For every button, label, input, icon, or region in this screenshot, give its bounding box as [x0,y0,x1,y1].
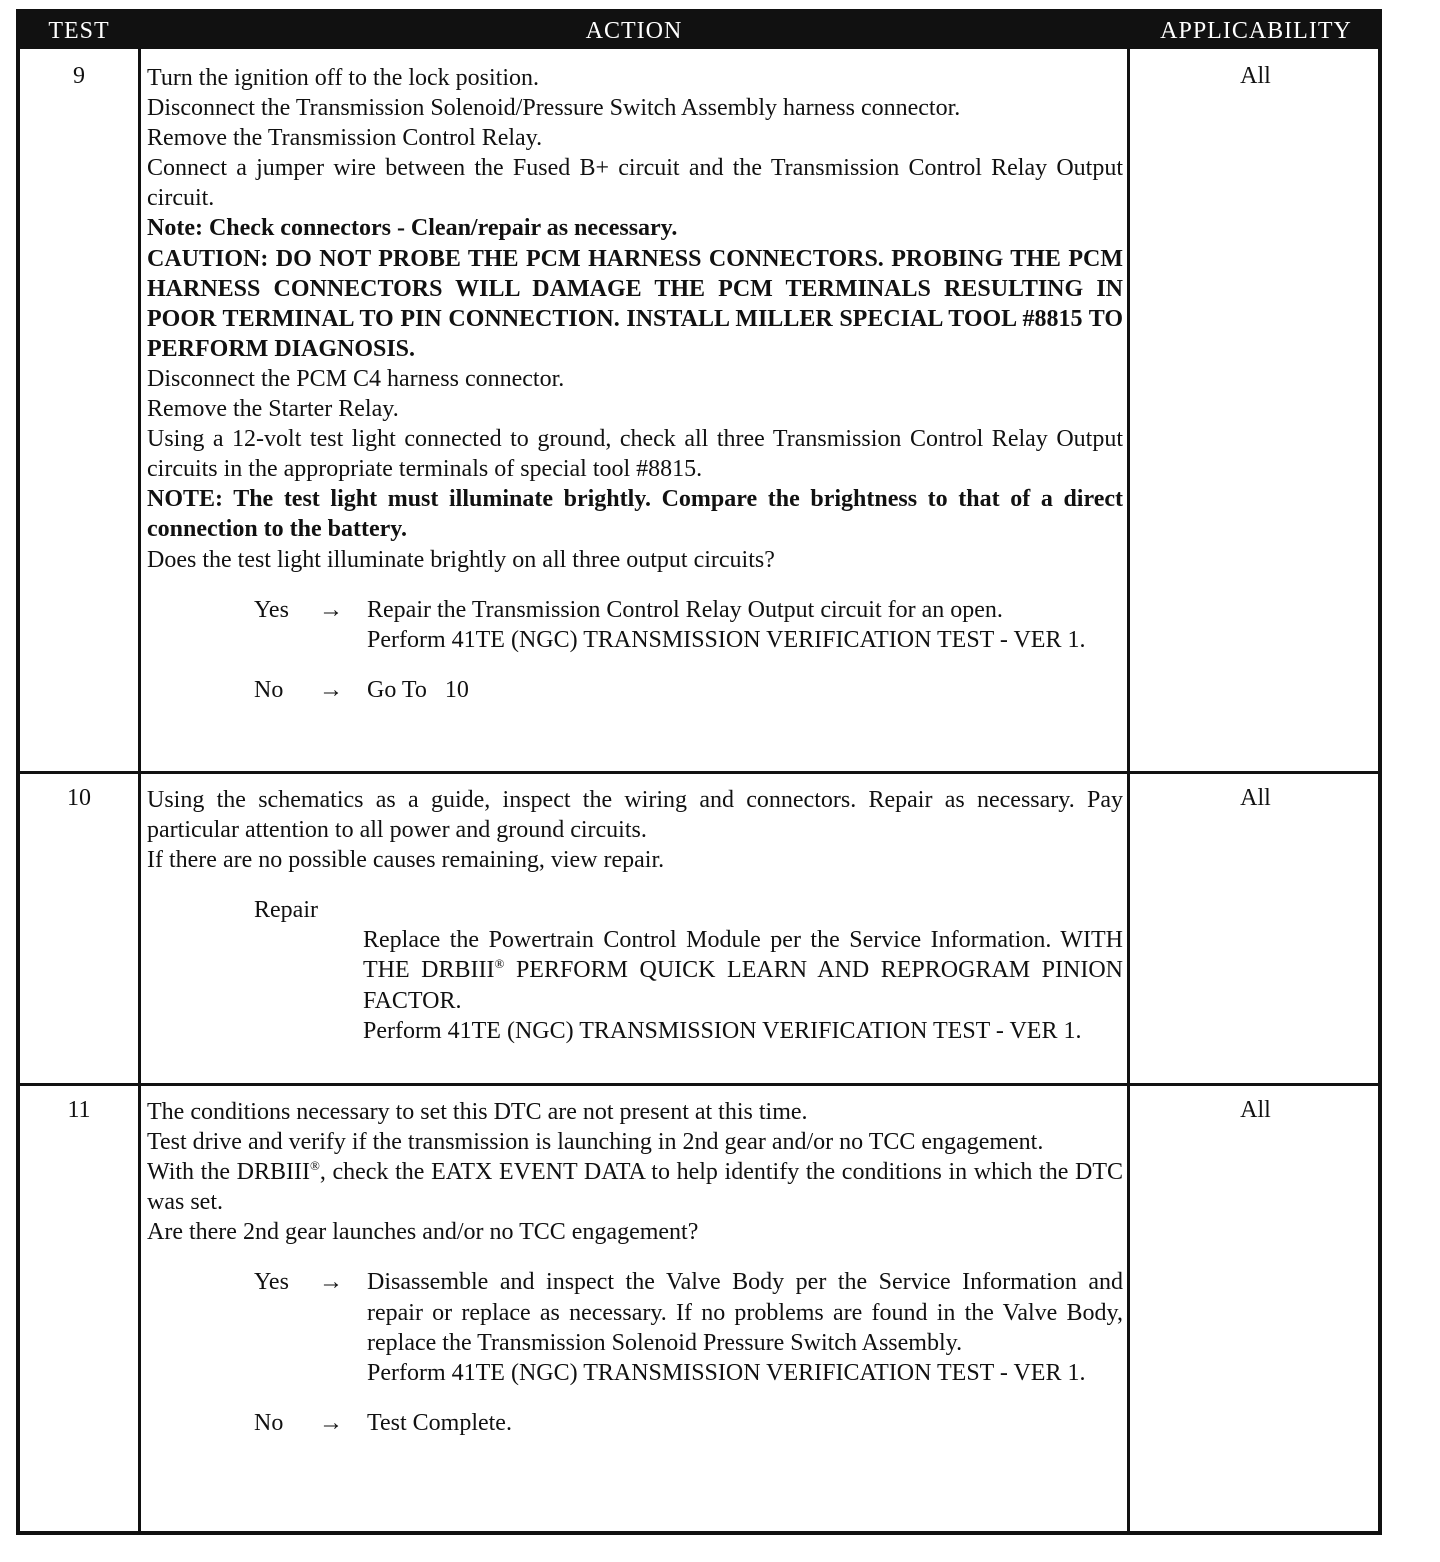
yes-action: Perform 41TE (NGC) TRANSMISSION VERIFICATION TEST - VER 1. [367,626,1086,653]
applicability-value: All [1240,63,1271,89]
repair-response [147,895,1123,1045]
no-label: No [254,676,284,703]
action-cell [147,785,1123,1046]
test-number: 9 [73,63,85,89]
no-response [147,1408,1123,1438]
action-line: Remove the Transmission Control Relay. [147,125,543,152]
registered-mark: ® [309,1158,320,1174]
repair-label: Repair [254,897,318,924]
row-divider [20,771,1378,774]
action-cell [147,63,1123,705]
header-test: TEST [20,13,138,49]
action-line: Remove the Starter Relay. [147,396,399,423]
repair-action [363,925,1123,1015]
yes-response [147,1267,1123,1387]
arrow-icon: → [319,1269,343,1296]
action-text: With the DRBIII [147,1159,310,1186]
action-cell [147,1097,1123,1438]
action-line: Disconnect the PCM C4 harness connector. [147,365,565,392]
action-line [147,1157,1123,1217]
action-line: Using the schematics as a guide, inspect the wiring and connectors. Repair as necessary. Pay particular attention to all power and ground circuits. [147,787,1123,844]
header-applicability: APPLICABILITY [1130,13,1382,49]
yes-label: Yes [254,596,289,623]
action-line: Turn the ignition off to the lock position. [147,65,540,91]
registered-mark: ® [494,956,505,972]
no-response [147,675,1123,705]
action-line: The conditions necessary to set this DTC are not present at this time. [147,1099,808,1125]
header-action: ACTION [141,13,1127,49]
yes-label: Yes [254,1269,289,1296]
action-line: Test drive and verify if the transmission is launching in 2nd gear and/or no TCC engagement. [147,1129,1044,1156]
diagnostic-test-table [16,9,1382,1535]
action-line: Using a 12-volt test light connected to ground, check all three Transmission Control Relay Output circuits in the appropriate terminals of special tool #8815. [147,426,1123,483]
arrow-icon: → [319,676,343,703]
action-line: Connect a jumper wire between the Fused B+ circuit and the Transmission Control Relay Output circuit. [147,155,1123,212]
question-text: Does the test light illuminate brightly on all three output circuits? [147,546,775,573]
no-label: No [254,1409,284,1436]
no-action: Go To 10 [367,676,469,703]
arrow-icon: → [319,1409,343,1436]
yes-action: Disassemble and inspect the Valve Body per the Service Information and repair or replace as necessary. If no problems are found in the Valve Body, replace the Transmission Solenoid Pressure Switch Assembly. [367,1269,1123,1356]
repair-text: Replace the Powertrain Control Module per the Service Information. WITH THE DRBIII [363,927,1123,984]
action-line: If there are no possible causes remaining, view repair. [147,847,665,874]
repair-text: PERFORM QUICK LEARN AND REPROGRAM PINION FACTOR. [363,957,1123,1014]
applicability-value: All [1240,785,1271,811]
test-number: 10 [67,785,91,811]
applicability-value: All [1240,1097,1271,1123]
arrow-icon: → [319,596,343,623]
row-divider [20,1083,1378,1086]
yes-response [147,595,1123,655]
no-action: Test Complete. [367,1409,512,1436]
test-number: 11 [67,1097,91,1123]
question-text: Are there 2nd gear launches and/or no TCC engagement? [147,1219,699,1246]
action-text: , check the EATX EVENT DATA to help identify the conditions in which the DTC was set. [147,1159,1124,1216]
yes-action: Perform 41TE (NGC) TRANSMISSION VERIFICATION TEST - VER 1. [367,1359,1086,1386]
repair-action: Perform 41TE (NGC) TRANSMISSION VERIFICATION TEST - VER 1. [363,1017,1082,1044]
yes-action: Repair the Transmission Control Relay Output circuit for an open. [367,596,1003,623]
note-text: Note: Check connectors - Clean/repair as necessary. [147,215,678,242]
caution-text: CAUTION: DO NOT PROBE THE PCM HARNESS CONNECTORS. PROBING THE PCM HARNESS CONNECTORS WILL DAMAGE THE PCM TERMINALS RESULTING IN POOR TERMINAL TO PIN CONNECTION. INSTALL MILLER SPECIAL TOOL #8815 TO PERFORM DIAGNOSIS. [147,245,1123,362]
action-line: Disconnect the Transmission Solenoid/Pressure Switch Assembly harness connector. [147,95,961,122]
note-text: NOTE: The test light must illuminate brightly. Compare the brightness to that of a direct connection to the battery. [147,486,1123,543]
